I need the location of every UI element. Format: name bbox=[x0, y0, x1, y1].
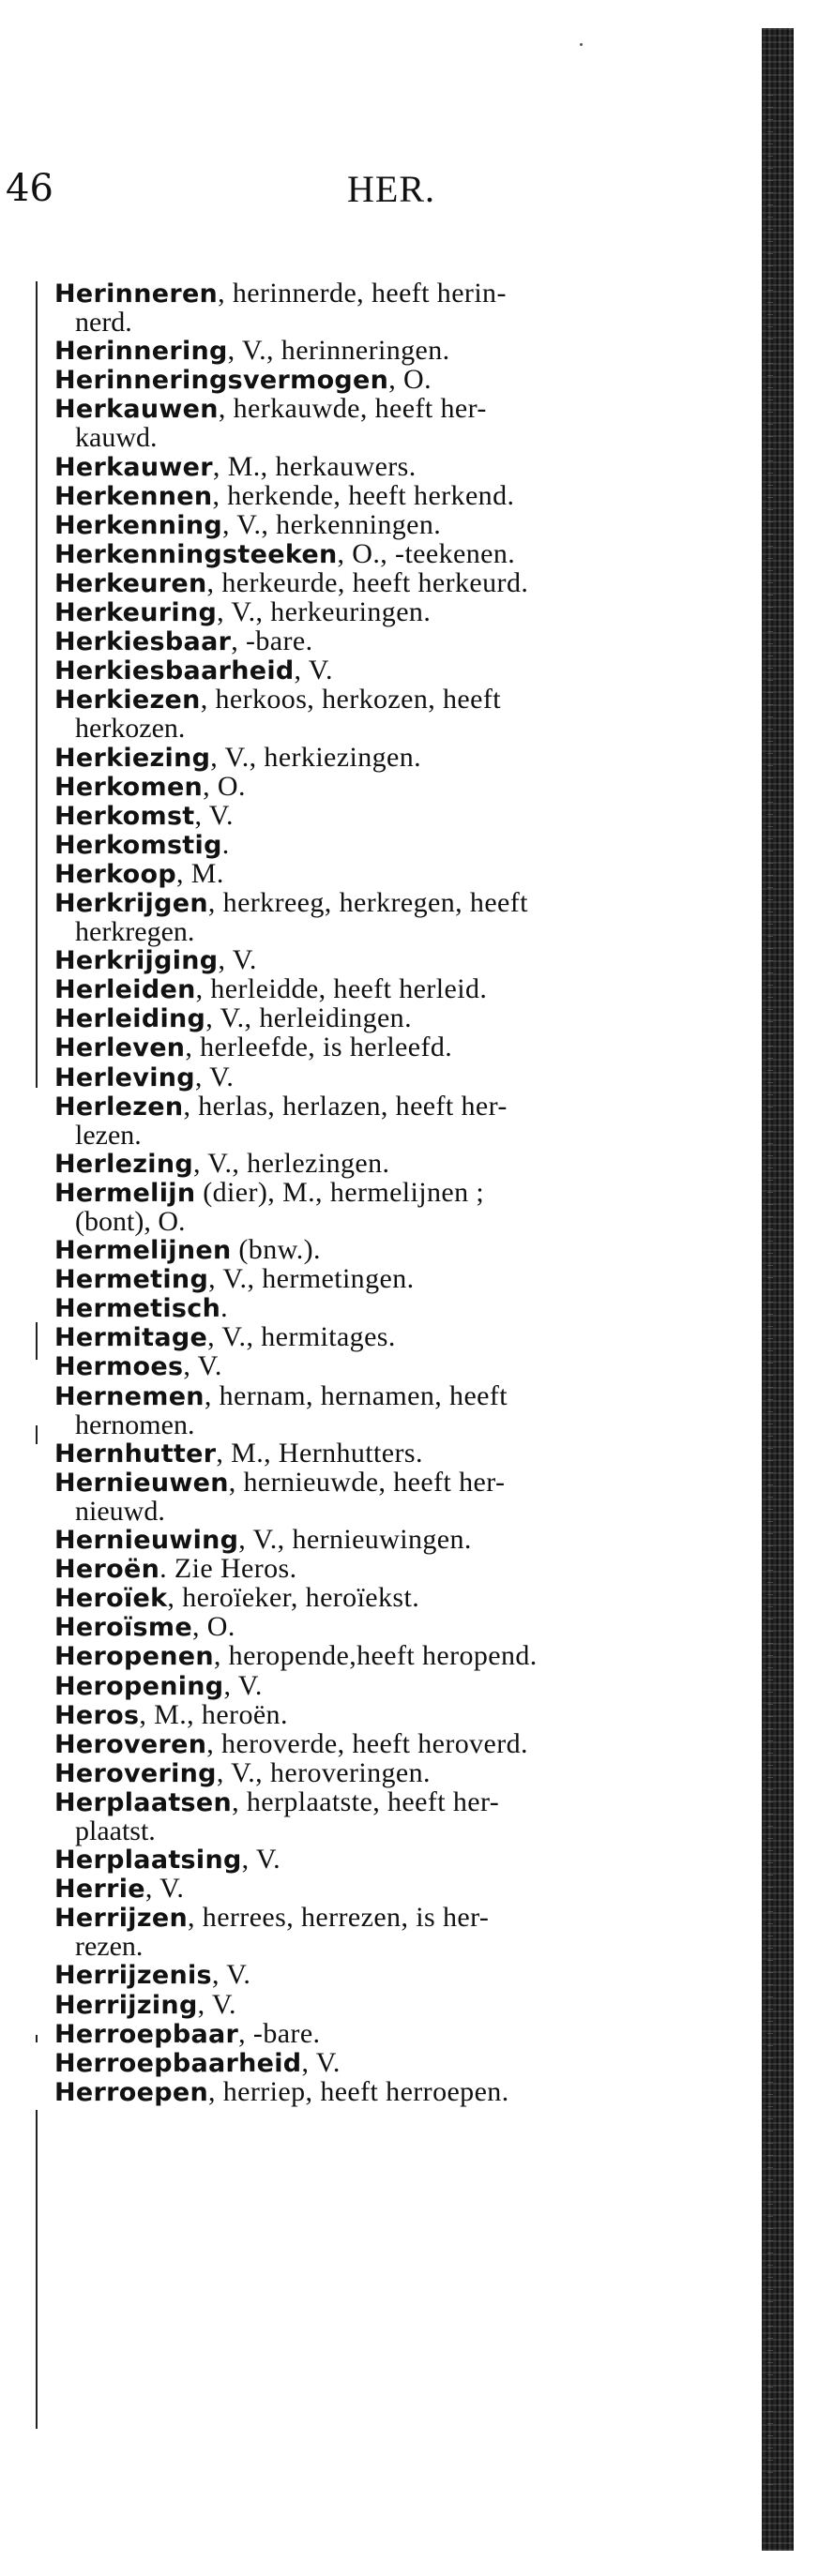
entry-headword: Hermelijnen bbox=[54, 1236, 232, 1266]
entry-headword: Herroepen bbox=[54, 2077, 208, 2107]
entry-continuation: plaatst. bbox=[75, 1815, 156, 1846]
entry-definition: , V., hermitages. bbox=[207, 1321, 396, 1353]
entry-definition: , hernam, hernamen, heeft bbox=[204, 1379, 508, 1411]
entry-headword: Herrijzing bbox=[54, 1990, 198, 2020]
dictionary-entry bbox=[54, 450, 730, 482]
entry-headword: Herplaatsen bbox=[54, 1787, 233, 1817]
entry-headword: Herleiden bbox=[54, 975, 196, 1005]
entry-headword: Herovering bbox=[54, 1758, 217, 1788]
entry-headword: Herinneringsvermogen bbox=[54, 366, 389, 396]
entry-headword: Herlezen bbox=[54, 1092, 184, 1122]
entry-headword: Herkomstig bbox=[54, 830, 222, 860]
entry-headword: Herroepbaar bbox=[54, 2019, 239, 2049]
entry-headword: Herkomen bbox=[54, 772, 204, 802]
entry-headword: Hermoes bbox=[54, 1352, 184, 1382]
dictionary-entry bbox=[54, 857, 730, 889]
dictionary-entry bbox=[54, 886, 730, 948]
entry-definition: , V., herinneringen. bbox=[227, 335, 450, 367]
dictionary-entry bbox=[54, 975, 730, 1004]
entry-headword: Hermetisch bbox=[54, 1294, 221, 1324]
dictionary-entry bbox=[54, 1294, 730, 1323]
entry-definition: , herriep, heeft herroepen. bbox=[207, 2075, 509, 2107]
entry-headword: Heroïek bbox=[54, 1584, 168, 1614]
dictionary-entry bbox=[54, 1584, 730, 1613]
dictionary-entry bbox=[54, 1176, 730, 1237]
entry-headword: Heroveren bbox=[54, 1729, 207, 1759]
entry-definition: , M., herkauwers. bbox=[212, 450, 417, 482]
margin-rule bbox=[36, 2035, 38, 2042]
entry-definition: , O. bbox=[191, 1611, 235, 1643]
entry-definition: , herkauwde, heeft her- bbox=[218, 393, 487, 425]
dictionary-entry bbox=[54, 627, 730, 656]
entry-headword: Heropening bbox=[54, 1671, 224, 1701]
entry-headword: Hernieuwen bbox=[54, 1468, 229, 1498]
dictionary-entry bbox=[54, 1466, 730, 1527]
entry-headword: Herkoop bbox=[54, 859, 176, 889]
entry-headword: Herkiesbaar bbox=[54, 627, 232, 657]
margin-rule bbox=[36, 281, 38, 1088]
dictionary-entry bbox=[54, 1988, 730, 2020]
entry-headword: Herkenningsteeken bbox=[54, 539, 338, 569]
entry-continuation: kauwd. bbox=[75, 422, 158, 454]
entry-headword: Herrie bbox=[54, 1875, 145, 1905]
dictionary-entry bbox=[54, 1756, 730, 1788]
entry-continuation: nieuwd. bbox=[75, 1495, 165, 1527]
entry-definition: , V. bbox=[197, 1988, 236, 2020]
entry-definition: , O. bbox=[203, 770, 246, 802]
entry-definition: , V. bbox=[241, 1844, 281, 1876]
running-head: HER. bbox=[347, 168, 435, 210]
entry-definition: , herleefde, is herleefd. bbox=[185, 1032, 453, 1063]
dictionary-entry bbox=[54, 1698, 730, 1730]
entry-headword: Herkennen bbox=[54, 481, 213, 511]
entry-headword: Hermelijn bbox=[54, 1178, 196, 1208]
dictionary-entry bbox=[54, 1063, 730, 1092]
entry-headword: Hernieuwing bbox=[54, 1526, 239, 1556]
book-spine-edge bbox=[762, 28, 794, 2551]
entry-definition: , O. bbox=[388, 364, 432, 396]
entry-definition: , V. bbox=[194, 1061, 235, 1092]
entry-definition: , herrees, herrezen, is her- bbox=[188, 1902, 490, 1934]
dictionary-entry bbox=[54, 1526, 730, 1555]
dictionary-entry bbox=[54, 741, 730, 773]
dictionary-entry bbox=[54, 1845, 730, 1875]
entry-headword: Herleving bbox=[54, 1062, 195, 1092]
entry-definition: , V. bbox=[223, 1669, 263, 1701]
dictionary-entry bbox=[54, 337, 730, 366]
entry-headword: Herkomst bbox=[54, 801, 195, 831]
dictionary-entry bbox=[54, 395, 730, 452]
dictionary-entry bbox=[54, 1875, 730, 1904]
entry-headword: Herkenning bbox=[54, 510, 223, 540]
dictionary-entry bbox=[54, 1236, 730, 1265]
entry-headword: Heropenen bbox=[54, 1642, 214, 1672]
entry-definition: , heroïeker, heroïekst. bbox=[167, 1582, 420, 1614]
entry-headword: Herinnering bbox=[54, 337, 228, 367]
entry-definition: , herlas, herlazen, heeft her- bbox=[183, 1090, 508, 1122]
entry-continuation: herkozen. bbox=[75, 713, 186, 745]
entry-definition: , heroverde, heeft heroverd. bbox=[206, 1727, 528, 1759]
entry-definition: (dier), M., hermelijnen ; bbox=[195, 1176, 485, 1208]
entry-definition: , V. bbox=[294, 655, 333, 686]
entry-definition: , V., hermetingen. bbox=[208, 1263, 415, 1295]
entry-definition: , V. bbox=[218, 944, 257, 976]
entry-headword: Herkiezing bbox=[54, 743, 211, 773]
entry-headword: Herkiezen bbox=[54, 685, 201, 716]
dictionary-entry bbox=[54, 479, 730, 511]
entry-list bbox=[54, 279, 730, 2107]
entry-headword: Herkeuring bbox=[54, 598, 218, 628]
entry-definition: , V., herkeuringen. bbox=[217, 596, 432, 628]
entry-definition: . Zie Heros. bbox=[159, 1553, 297, 1585]
dictionary-entry bbox=[54, 1555, 730, 1584]
margin-rule bbox=[36, 1425, 38, 1444]
dictionary-entry bbox=[54, 279, 730, 337]
entry-headword: Herlezing bbox=[54, 1149, 194, 1179]
entry-definition: , M., Hernhutters. bbox=[216, 1437, 423, 1469]
dictionary-entry bbox=[54, 799, 730, 831]
entry-definition: , V., hernieuwingen. bbox=[238, 1524, 472, 1556]
entry-continuation: lezen. bbox=[75, 1119, 142, 1151]
dictionary-entry bbox=[54, 508, 730, 540]
dictionary-entry bbox=[54, 1669, 730, 1701]
entry-definition: (bnw.). bbox=[231, 1234, 321, 1266]
entry-headword: Herplaatsing bbox=[54, 1845, 242, 1876]
entry-definition: , V. bbox=[211, 1959, 251, 1991]
dictionary-entry bbox=[54, 1379, 730, 1440]
entry-definition: , herplaatste, heeft her- bbox=[232, 1785, 500, 1817]
entry-definition: , V. bbox=[301, 2046, 341, 2078]
dictionary-entry bbox=[54, 1439, 730, 1469]
dictionary-entry bbox=[54, 1961, 730, 1990]
entry-definition: , V. bbox=[183, 1350, 222, 1382]
dictionary-entry bbox=[54, 537, 730, 569]
dictionary-entry bbox=[54, 2017, 730, 2049]
dictionary-entry bbox=[54, 1004, 730, 1033]
dictionary-entry bbox=[54, 2075, 730, 2107]
dictionary-entry bbox=[54, 1727, 730, 1759]
entry-definition: . bbox=[220, 1292, 229, 1324]
entry-definition: , V. bbox=[194, 799, 234, 831]
entry-headword: Herkeuren bbox=[54, 568, 207, 598]
dictionary-entry bbox=[54, 656, 730, 685]
entry-headword: Hernemen bbox=[54, 1381, 205, 1411]
dictionary-entry bbox=[54, 2046, 730, 2078]
dictionary-entry bbox=[54, 1033, 730, 1062]
entry-definition: , herinnerde, heeft herin- bbox=[218, 278, 507, 309]
entry-definition: , herkoos, herkozen, heeft bbox=[200, 684, 501, 716]
dictionary-entry bbox=[54, 685, 730, 743]
dictionary-entry bbox=[54, 1352, 730, 1381]
entry-definition: , V., herleidingen. bbox=[205, 1002, 412, 1034]
dictionary-entry bbox=[54, 566, 730, 598]
dictionary-entry bbox=[54, 770, 730, 802]
dictionary-entry bbox=[54, 1785, 730, 1846]
entry-headword: Heroïsme bbox=[54, 1613, 192, 1643]
dictionary-entry bbox=[54, 366, 730, 395]
entry-definition: , herkreeg, herkregen, heeft bbox=[207, 886, 528, 918]
entry-headword: Herleven bbox=[54, 1033, 186, 1063]
entry-headword: Herkrijging bbox=[54, 946, 219, 976]
entry-definition: , herkende, heeft herkend. bbox=[212, 479, 515, 511]
dictionary-entry bbox=[54, 1265, 730, 1294]
margin-rule bbox=[36, 2110, 38, 2429]
entry-continuation: hernomen. bbox=[75, 1409, 195, 1440]
entry-definition: , hernieuwde, heeft her- bbox=[228, 1466, 506, 1498]
entry-definition: , V., heroveringen. bbox=[216, 1756, 431, 1788]
entry-headword: Herrijzenis bbox=[54, 1961, 212, 1991]
dictionary-entry bbox=[54, 1613, 730, 1642]
entry-definition: , -bare. bbox=[238, 2017, 321, 2049]
entry-headword: Hermitage bbox=[54, 1323, 208, 1353]
entry-headword: Heros bbox=[54, 1700, 140, 1730]
entry-headword: Herkauwen bbox=[54, 395, 219, 425]
entry-headword: Herrijzen bbox=[54, 1904, 188, 1934]
entry-headword: Herkauwer bbox=[54, 452, 213, 482]
page-header bbox=[0, 167, 751, 223]
entry-definition: , -bare. bbox=[231, 625, 313, 657]
ink-speck bbox=[580, 43, 583, 46]
entry-definition: , heropende,heeft heropend. bbox=[213, 1640, 538, 1672]
entry-definition: , O., -teekenen. bbox=[337, 537, 516, 569]
entry-headword: Herroepbaarheid bbox=[54, 2048, 302, 2078]
entry-headword: Hernhutter bbox=[54, 1439, 217, 1469]
entry-definition: , V., herlezingen. bbox=[193, 1147, 390, 1179]
entry-continuation: herkregen. bbox=[75, 916, 195, 948]
dictionary-entry bbox=[54, 1642, 730, 1671]
entry-definition: , V., herkenningen. bbox=[222, 508, 442, 540]
entry-definition: , V. bbox=[144, 1873, 185, 1905]
entry-headword: Herkiesbaarheid bbox=[54, 656, 295, 686]
entry-continuation: rezen. bbox=[75, 1931, 144, 1963]
dictionary-entry bbox=[54, 598, 730, 627]
entry-headword: Heroën bbox=[54, 1555, 160, 1585]
entry-headword: Herleiding bbox=[54, 1004, 206, 1034]
dictionary-entry bbox=[54, 1092, 730, 1150]
dictionary-entry bbox=[54, 1904, 730, 1961]
entry-headword: Herkrijgen bbox=[54, 888, 208, 918]
entry-definition: , M. bbox=[175, 857, 224, 889]
entry-definition: , V., herkiezingen. bbox=[210, 741, 422, 773]
entry-definition: , herkeurde, heeft herkeurd. bbox=[206, 566, 529, 598]
entry-continuation: (bont), O. bbox=[75, 1206, 186, 1237]
dictionary-entry bbox=[54, 946, 730, 975]
dictionary-entry bbox=[54, 1323, 730, 1352]
entry-continuation: nerd. bbox=[75, 307, 132, 339]
entry-headword: Hermeting bbox=[54, 1265, 209, 1295]
margin-rule bbox=[36, 1322, 38, 1360]
dictionary-entry bbox=[54, 1147, 730, 1179]
dictionary-entry bbox=[54, 828, 730, 860]
entry-definition: , M., heroën. bbox=[139, 1698, 288, 1730]
page-number: 46 bbox=[6, 167, 53, 210]
entry-definition: . bbox=[221, 828, 230, 860]
entry-definition: , herleidde, heeft herleid. bbox=[195, 973, 488, 1005]
entry-headword: Herinneren bbox=[54, 279, 219, 309]
